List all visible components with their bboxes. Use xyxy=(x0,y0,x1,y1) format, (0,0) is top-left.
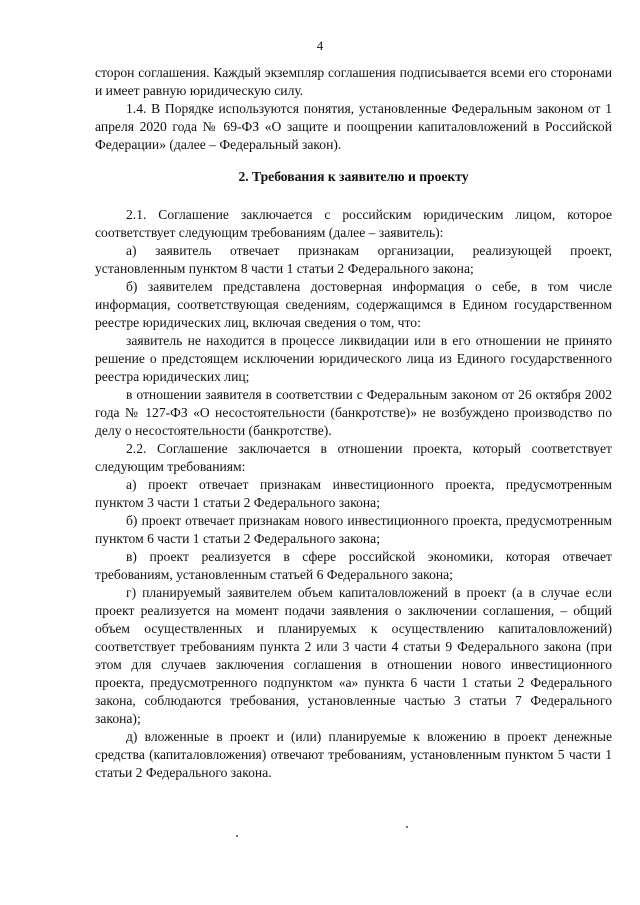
list-item: д) вложенные в проект и (или) планируемые к вложению в проект денежные средства (капиталовложения) отвечают требованиям, установленным пунктом 5 части 1 статьи 2 Федерального закона. xyxy=(95,729,612,780)
paragraph: 1.4. В Порядке используются понятия, установленные Федеральным законом от 1 апреля 2020 года № 69-ФЗ «О защите и поощрении капиталовложений в Российской Федерации» (далее – Федеральный закон). xyxy=(95,101,612,152)
document-body xyxy=(95,64,612,782)
scan-speck xyxy=(406,826,408,828)
list-item: б) заявителем представлена достоверная информация о себе, в том числе информация, соответствующая сведениям, содержащимся в Едином государственном реестре юридических лиц, включая сведения о том, что: xyxy=(95,279,612,330)
paragraph: сторон соглашения. Каждый экземпляр соглашения подписывается всеми его сторонами и имеет равную юридическую силу. xyxy=(95,65,612,98)
paragraph: в отношении заявителя в соответствии с Федеральным законом от 26 октября 2002 года № 127-ФЗ «О несостоятельности (банкротстве)» не возбуждено производство по делу о несостоятельности (банкротстве). xyxy=(95,387,612,438)
scan-speck xyxy=(236,835,238,837)
list-item: б) проект отвечает признакам нового инвестиционного проекта, предусмотренным пунктом 6 части 1 статьи 2 Федерального закона; xyxy=(95,513,612,546)
list-item: в) проект реализуется в сфере российской экономики, которая отвечает требованиям, установленным статьей 6 Федерального закона; xyxy=(95,549,612,582)
list-item: а) заявитель отвечает признакам организации, реализующей проект, установленным пунктом 8 части 1 статьи 2 Федерального закона; xyxy=(95,243,612,276)
list-item: г) планируемый заявителем объем капиталовложений в проект (а в случае если проект реализуется на момент подачи заявления о заключении соглашения, – общий объем осуществленных и планируемых к осуществлению капиталовложений) соответствует требованиям пункта 2 или 3 части 4 статьи 9 Федерального закона (при этом для случаев заключения соглашения в отношении нового инвестиционного проекта, предусмотренного подпунктом «а» пункта 6 части 1 статьи 2 Федерального закона, соблюдаются требования, установленные частью 3 статьи 7 Федерального закона); xyxy=(95,585,612,726)
paragraph: заявитель не находится в процессе ликвидации или в его отношении не принято решение о предстоящем исключении юридического лица из Единого государственного реестра юридических лиц; xyxy=(95,333,612,384)
list-item: а) проект отвечает признакам инвестиционного проекта, предусмотренным пунктом 3 части 1 статьи 2 Федерального закона; xyxy=(95,477,612,510)
page-number: 4 xyxy=(316,38,324,53)
paragraph: 2.1. Соглашение заключается с российским юридическим лицом, которое соответствует следующим требованиям (далее – заявитель): xyxy=(95,207,612,240)
paragraph: 2.2. Соглашение заключается в отношении проекта, который соответствует следующим требованиям: xyxy=(95,441,612,474)
section-heading: 2. Требования к заявителю и проекту xyxy=(238,169,469,184)
